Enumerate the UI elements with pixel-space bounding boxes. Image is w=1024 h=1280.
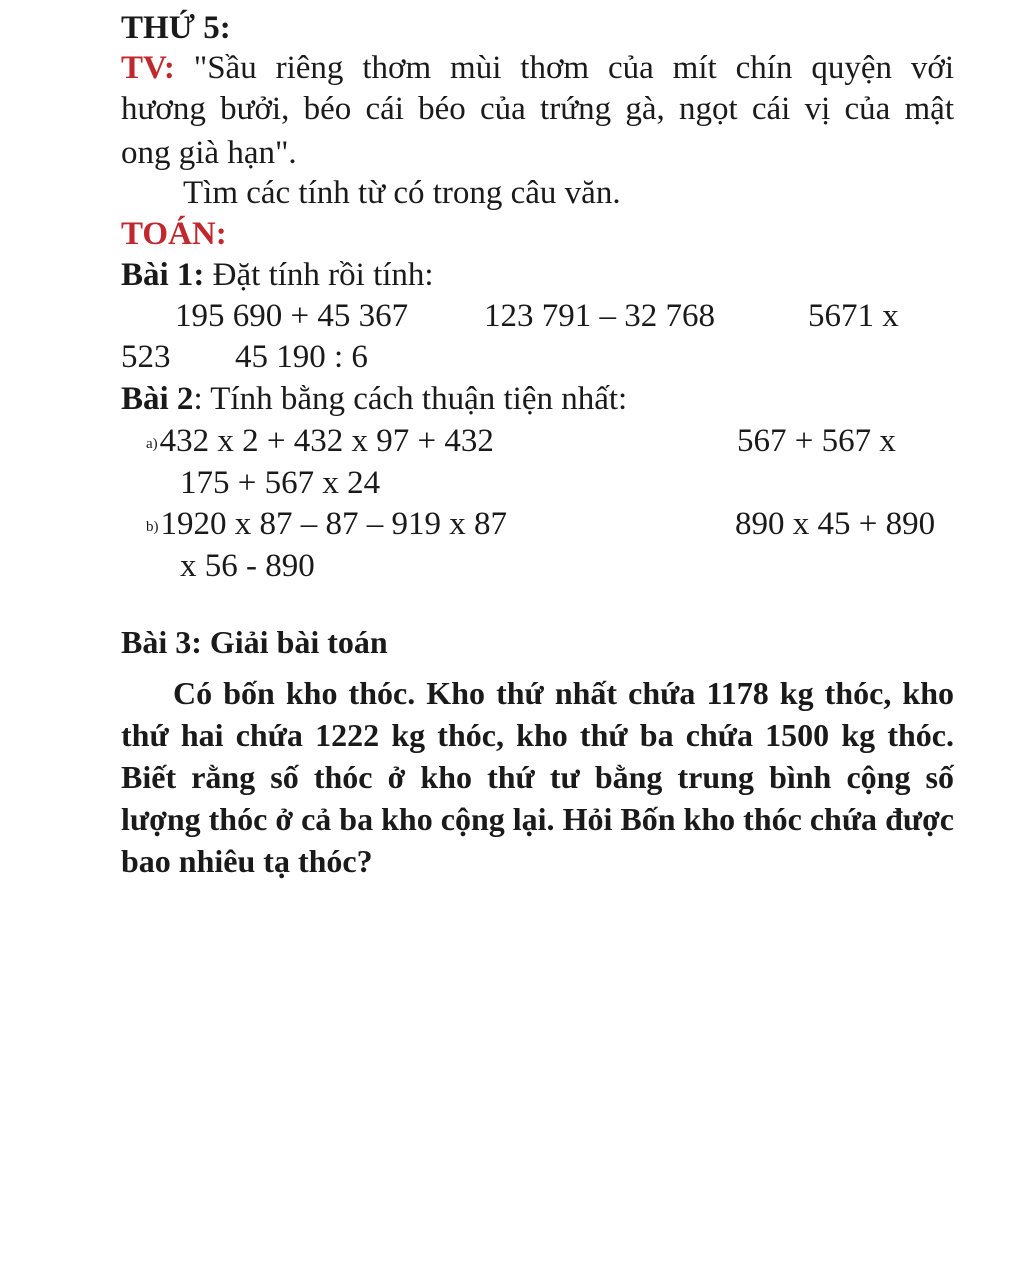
tv-label: TV: — [121, 50, 175, 86]
bai3-problem: Có bốn kho thóc. Kho thứ nhất chứa 1178 kg thóc, kho thứ hai chứa 1222 kg thóc, kho thứ ba chứa 1500 kg thóc. Biết rằng số thóc ở kho thứ tư bằng trung bình cộng số lượng thóc ở cả ba kho cộng lại. Hỏi Bốn kho thóc chứa được bao nhiêu tạ thóc? — [121, 675, 954, 879]
bai2-part-b — [146, 504, 507, 547]
bai1-expression-3-end: 523 — [121, 339, 171, 375]
bai1-expression-3-start: 5671 x — [808, 298, 899, 334]
bai1-expression-4: 45 190 : 6 — [235, 339, 368, 375]
tv-line-2: hương bưởi, béo cái béo của trứng gà, ngọt cái vị của mật — [121, 91, 954, 127]
bai2-a-expression-2-start: 567 + 567 x — [737, 423, 896, 459]
bai2-instruction: : Tính bằng cách thuận tiện nhất: — [193, 381, 628, 417]
tv-sentence-part-1: "Sầu riêng thơm mùi thơm của mít chín quyện với — [193, 50, 955, 86]
bai2-b-expression-2-end: x 56 - 890 — [180, 548, 315, 584]
bai1-heading — [121, 255, 434, 295]
tv-line-1 — [121, 48, 954, 88]
bai2-a-expression-1: 432 x 2 + 432 x 97 + 432 — [159, 423, 494, 459]
toan-heading: TOÁN: — [121, 216, 227, 252]
bai2-heading — [121, 379, 627, 419]
tv-task: Tìm các tính từ có trong câu văn. — [183, 175, 621, 211]
bai2-label: Bài 2 — [121, 381, 194, 417]
part-b-marker: b) — [146, 519, 159, 535]
bai1-label: Bài 1: — [121, 257, 205, 293]
day-heading: THỨ 5: — [121, 10, 231, 46]
bai3-heading: Bài 3: Giải bài toán — [121, 624, 388, 660]
bai1-expression-2: 123 791 – 32 768 — [484, 298, 715, 334]
bai2-a-expression-2-end: 175 + 567 x 24 — [180, 465, 381, 501]
bai1-expression-1: 195 690 + 45 367 — [175, 298, 409, 334]
bai1-instruction: Đặt tính rồi tính: — [212, 257, 434, 293]
bai2-part-a — [146, 421, 494, 464]
tv-line-3: ong già hạn". — [121, 135, 297, 171]
part-a-marker: a) — [146, 436, 158, 452]
bai2-b-expression-2-start: 890 x 45 + 890 — [735, 506, 936, 542]
bai2-b-expression-1: 1920 x 87 – 87 – 919 x 87 — [160, 506, 507, 542]
